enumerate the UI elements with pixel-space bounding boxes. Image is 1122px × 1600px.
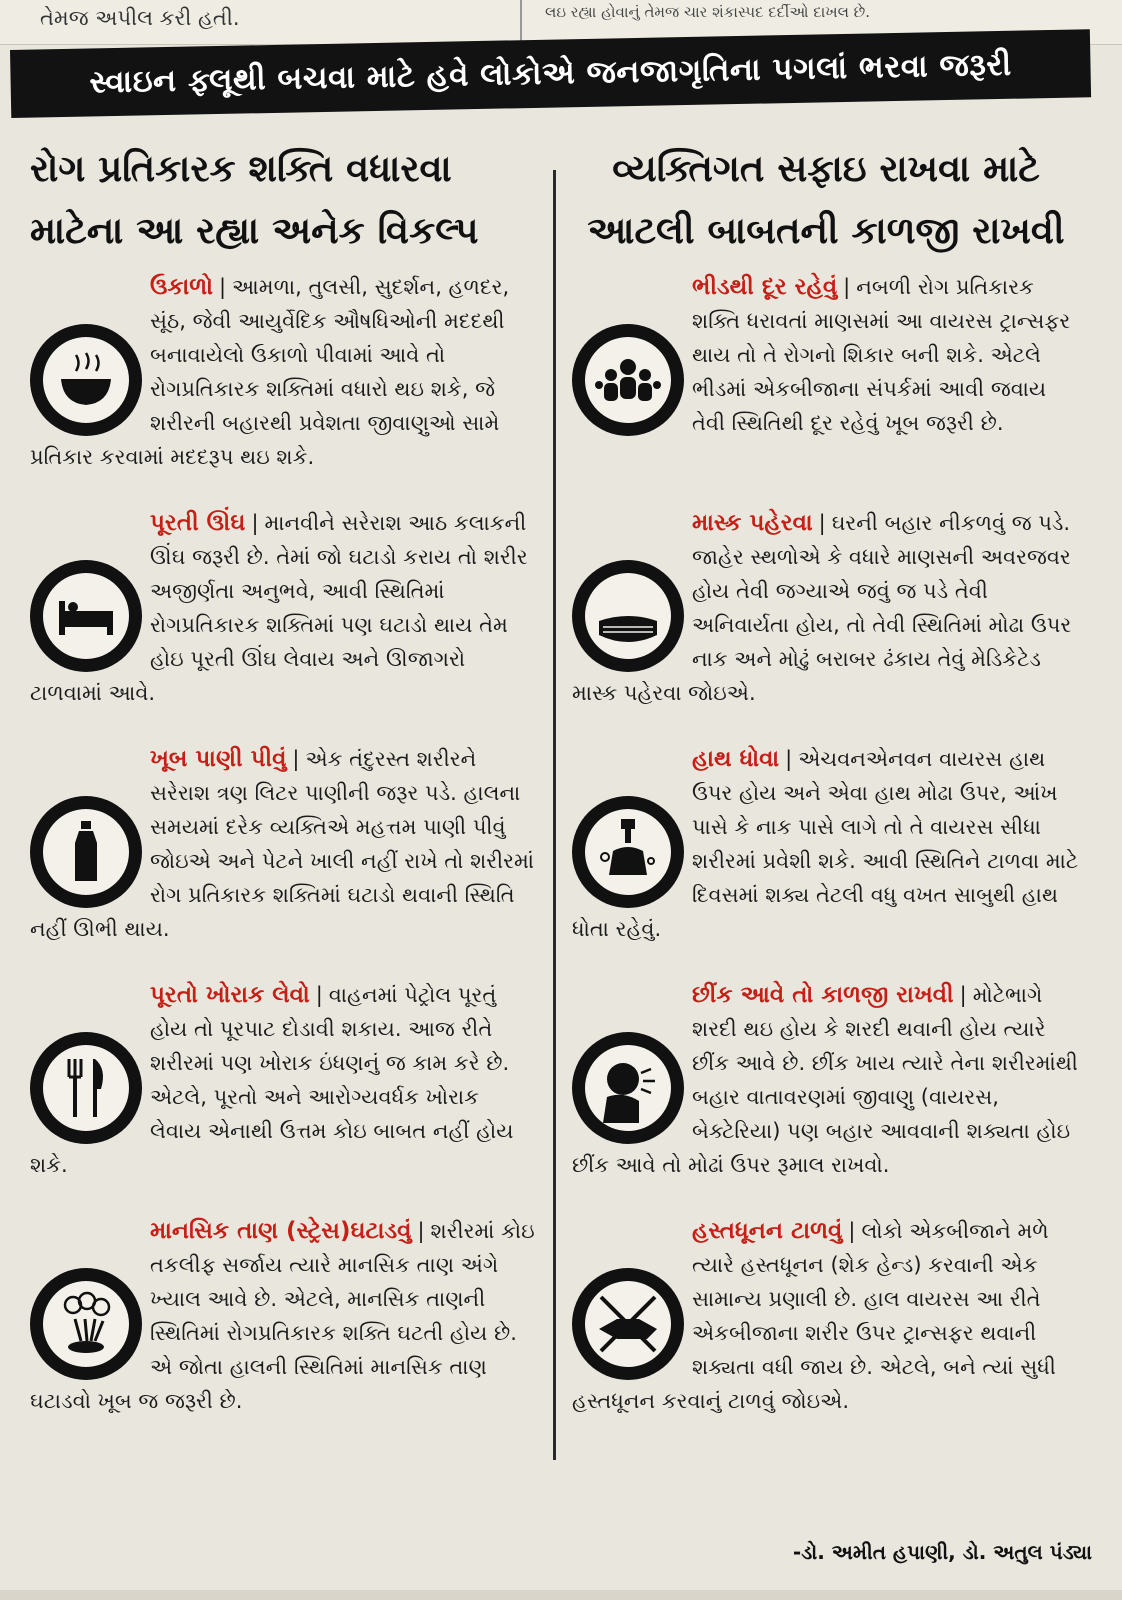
page-bottom-edge xyxy=(0,1590,1122,1600)
section-body: લોકો એકબીજાને મળે ત્યારે હસ્તધૂનન (શેક હેન્ડ) કરવાની એક સામાન્ય પ્રણાલી છે. હાલ વાયરસ આ રીતે એકબીજાના શરીર ઉપર ટ્રાન્સફર થવાની શક્યતા વધી જાય છે. એટલે, બને ત્યાં સુધી હસ્તધૂનન કરવાનું ટાળવું જોઇએ. xyxy=(572,1219,1056,1413)
section-handshake: હસ્તધૂનન ટાળવું | લોકો એકબીજાને મળે ત્યારે હસ્તધૂનન (શેક હેન્ડ) કરવાની એક સામાન્ય પ્રણાલી છે. હાલ વાયરસ આ રીતે એકબીજાના શરીર ઉપર ટ્રાન્સફર થવાની શક્યતા વધી જાય છે. એટલે, બને ત્યાં સુધી હસ્તધૂનન કરવાનું ટાળવું જોઇએ. xyxy=(572,1218,1056,1413)
hygiene-heading-line1: વ્યક્તિગત સફાઇ રાખવા માટે xyxy=(612,147,1040,190)
mask-icon xyxy=(572,560,684,672)
section-crowd: ભીડથી દૂર રહેવું | નબળી રોગ પ્રતિકારક શક્તિ ધરાવતાં માણસમાં આ વાયરસ ટ્રાન્સફર થાય તો તે રોગનો શિકાર બની શકે. એટલે ભીડમાં એકબીજાના સંપર્કમાં આવી જવાય તેવી સ્થિતિથી દૂર રહેવું ખૂબ જરૂરી છે. xyxy=(572,270,1080,496)
section-body: વાહનમાં પેટ્રોલ પૂરતું હોય તો પૂરપાટ દોડાવી શકાય. આજ રીતે શરીરમાં પણ ખોરાક ઇંધણનું જ કામ કરે છે. એટલે, પૂરતો અને આરોગ્યવર્ધક ખોરાક લેવાય એનાથી ઉત્તમ કોઇ બાબત નહીં હોય શકે. xyxy=(30,983,514,1177)
column-divider xyxy=(553,170,556,1460)
immunity-heading-line1: રોગ પ્રતિકારક શક્તિ વધારવા xyxy=(30,147,452,190)
bed-icon xyxy=(30,560,142,672)
hygiene-column xyxy=(572,140,1080,1440)
crowd-icon xyxy=(572,324,684,436)
hygiene-heading-line2: આટલી બાબતની કાળજી રાખવી xyxy=(587,209,1065,252)
section-body: નબળી રોગ પ્રતિકારક શક્તિ ધરાવતાં માણસમાં આ વાયરસ ટ્રાન્સફર થાય તો તે રોગનો શિકાર બની શકે. એટલે ભીડમાં એકબીજાના સંપર્કમાં આવી જવાય તેવી સ્થિતિથી દૂર રહેવું ખૂબ જરૂરી છે. xyxy=(692,275,1071,435)
section-title: ખૂબ પાણી પીવું xyxy=(150,746,287,772)
no-handshake-icon xyxy=(572,1268,684,1380)
tea-cup-icon xyxy=(30,324,142,436)
section-body: એક તંદુરસ્ત શરીરને સરેરાશ ત્રણ લિટર પાણીની જરૂર પડે. હાલના સમયમાં દરેક વ્યક્તિએ મહત્તમ પાણી પીવું જોઇએ અને પેટને ખાલી નહીં રાખે તો શરીરમાં રોગ પ્રતિકારક શક્તિમાં ઘટાડો થવાની સ્થિતિ નહીં ઊભી થાય. xyxy=(30,747,534,941)
column-rule xyxy=(520,0,522,44)
section-body: આમળા, તુલસી, સુદર્શન, હળદર, સૂંઠ, જેવી આયુર્વેદિક ઔષધિઓની મદદથી બનાવાયેલો ઉકાળો પીવામાં આવે તો રોગપ્રતિકારક શક્તિમાં વધારો થઇ શકે, જે શરીરની બહારથી પ્રવેશતા જીવાણુઓ સામે પ્રતિકાર કરવામાં મદદરૂપ થઇ શકે. xyxy=(30,275,510,469)
section-title: હસ્તધૂનન ટાળવું xyxy=(692,1218,843,1244)
hand-wash-icon xyxy=(572,796,684,908)
section-body: મોટેભાગે શરદી થઇ હોય કે શરદી થવાની હોય ત્યારે છીંક આવે છે. છીંક ખાય ત્યારે તેના શરીરમાંથી બહાર વાતાવરણમાં જીવાણુ (વાયરસ, બેક્ટેરિયા) પણ બહાર આવવાની શક્યતા હોઇ છીંક આવે તો મોઢાં ઉપર રૂમાલ રાખવો. xyxy=(572,983,1078,1177)
section-body: માનવીને સરેરાશ આઠ કલાકની ઊંઘ જરૂરી છે. તેમાં જો ઘટાડો કરાય તો શરીર અજીર્ણતા અનુભવે, આવી સ્થિતિમાં રોગપ્રતિકારક શક્તિમાં પણ ઘટાડો થાય તેમ હોઇ પૂરતી ઊંઘ લેવાય અને ઊજાગરો ટાળવામાં આવે. xyxy=(30,511,528,705)
section-stress: માનસિક તાણ (સ્ટ્રેસ)ઘટાડવું | શરીરમાં કોઇ તકલીફ સર્જાય ત્યારે માનસિક તાણ અંગે ખ્યાલ આવે છે. એટલે, માનસિક તાણની સ્થિતિમાં રોગપ્રતિકારક શક્તિ ઘટતી હોય છે. એ જોતા હાલની સ્થિતિમાં માનસિક તાણ ઘટાડવો ખૂબ જ જરૂરી છે. xyxy=(30,1218,535,1413)
sneeze-icon xyxy=(572,1032,684,1144)
headline-text: સ્વાઇન ફ્લૂથી બચવા માટે હવે લોકોએ જનજાગૃતિના પગલાં ભરવા જરૂરી xyxy=(89,46,1013,100)
section-kadha: ઉકાળો | આમળા, તુલસી, સુદર્શન, હળદર, સૂંઠ, જેવી આયુર્વેદિક ઔષધિઓની મદદથી બનાવાયેલો ઉકાળો પીવામાં આવે તો રોગપ્રતિકારક શક્તિમાં વધારો થઇ શકે, જે શરીરની બહારથી પ્રવેશતા જીવાણુઓ સામે પ્રતિકાર કરવામાં મદદરૂપ થઇ શકે. xyxy=(30,274,510,469)
stress-head-icon xyxy=(30,1268,142,1380)
section-body: ઘરની બહાર નીકળવું જ પડે. જાહેર સ્થળોએ કે વધારે માણસની અવરજવર હોય તેવી જગ્યાએ જવું જ પડે તેવી અનિવાર્યતા હોય, તો તેવી સ્થિતિમાં મોઢા ઉપર નાક અને મોઢું બરાબર ઢંકાય તેવું મેડિકેટેડ માસ્ક પહેરવા જોઇએ. xyxy=(572,511,1072,705)
previous-article-right-text: લઇ રહ્યા હોવાનું તેમજ ચાર શંકાસ્પદ દર્દીઓ દાખલ છે. xyxy=(545,3,871,21)
previous-article-left-text: તેમજ અપીલ કરી હતી. xyxy=(40,6,240,30)
fork-knife-icon xyxy=(30,1032,142,1144)
section-title: માસ્ક પહેરવા xyxy=(692,510,813,536)
immunity-column xyxy=(30,140,535,1440)
section-title: હાથ ધોવા xyxy=(692,746,780,772)
section-sleep: પૂરતી ઊંઘ | માનવીને સરેરાશ આઠ કલાકની ઊંઘ જરૂરી છે. તેમાં જો ઘટાડો કરાય તો શરીર અજીર્ણતા અનુભવે, આવી સ્થિતિમાં રોગપ્રતિકારક શક્તિમાં પણ ઘટાડો થાય તેમ હોઇ પૂરતી ઊંઘ લેવાય અને ઊજાગરો ટાળવામાં આવે. xyxy=(30,510,528,705)
section-mask: માસ્ક પહેરવા | ઘરની બહાર નીકળવું જ પડે. જાહેર સ્થળોએ કે વધારે માણસની અવરજવર હોય તેવી જગ્યાએ જવું જ પડે તેવી અનિવાર્યતા હોય, તો તેવી સ્થિતિમાં મોઢા ઉપર નાક અને મોઢું બરાબર ઢંકાય તેવું મેડિકેટેડ માસ્ક પહેરવા જોઇએ. xyxy=(572,510,1072,705)
immunity-heading-line2: માટેના આ રહ્યા અનેક વિકલ્પ xyxy=(30,209,479,252)
section-title: પૂરતી ઊંઘ xyxy=(150,510,246,536)
section-handwash: હાથ ધોવા | એચવનએનવન વાયરસ હાથ ઉપર હોય અને એવા હાથ મોઢા ઉપર, આંખ પાસે કે નાક પાસે લાગે તો તે વાયરસ સીધા શરીરમાં પ્રવેશી શકે. આવી સ્થિતિને ટાળવા માટે દિવસમાં શક્ય તેટલી વધુ વખત સાબુથી હાથ ધોતા રહેવું. xyxy=(572,746,1079,941)
author-signature: -ડો. અમીત હપાણી, ડો. અતુલ પંડ્યા xyxy=(792,1540,1092,1564)
section-body: એચવનએનવન વાયરસ હાથ ઉપર હોય અને એવા હાથ મોઢા ઉપર, આંખ પાસે કે નાક પાસે લાગે તો તે વાયરસ સીધા શરીરમાં પ્રવેશી શકે. આવી સ્થિતિને ટાળવા માટે દિવસમાં શક્ય તેટલી વધુ વખત સાબુથી હાથ ધોતા રહેવું. xyxy=(572,747,1079,941)
section-food: પૂરતો ખોરાક લેવો | વાહનમાં પેટ્રોલ પૂરતું હોય તો પૂરપાટ દોડાવી શકાય. આજ રીતે શરીરમાં પણ ખોરાક ઇંધણનું જ કામ કરે છે. એટલે, પૂરતો અને આરોગ્યવર્ધક ખોરાક લેવાય એનાથી ઉત્તમ કોઇ બાબત નહીં હોય શકે. xyxy=(30,982,514,1177)
section-sneeze: છીંક આવે તો કાળજી રાખવી | મોટેભાગે શરદી થઇ હોય કે શરદી થવાની હોય ત્યારે છીંક આવે છે. છીંક ખાય ત્યારે તેના શરીરમાંથી બહાર વાતાવરણમાં જીવાણુ (વાયરસ, બેક્ટેરિયા) પણ બહાર આવવાની શક્યતા હોઇ છીંક આવે તો મોઢાં ઉપર રૂમાલ રાખવો. xyxy=(572,982,1078,1177)
section-title: માનસિક તાણ (સ્ટ્રેસ)ઘટાડવું xyxy=(150,1218,412,1244)
section-title: પૂરતો ખોરાક લેવો xyxy=(150,982,310,1008)
section-title: છીંક આવે તો કાળજી રાખવી xyxy=(692,982,954,1008)
section-body: શરીરમાં કોઇ તકલીફ સર્જાય ત્યારે માનસિક તાણ અંગે ખ્યાલ આવે છે. એટલે, માનસિક તાણની સ્થિતિમાં રોગપ્રતિકારક શક્તિ ઘટતી હોય છે. એ જોતા હાલની સ્થિતિમાં માનસિક તાણ ઘટાડવો ખૂબ જ જરૂરી છે. xyxy=(30,1219,535,1413)
section-title: ઉકાળો xyxy=(150,274,213,300)
section-title: ભીડથી દૂર રહેવું xyxy=(692,274,838,300)
water-bottle-icon xyxy=(30,796,142,908)
section-water: ખૂબ પાણી પીવું | એક તંદુરસ્ત શરીરને સરેરાશ ત્રણ લિટર પાણીની જરૂર પડે. હાલના સમયમાં દરેક વ્યક્તિએ મહત્તમ પાણી પીવું જોઇએ અને પેટને ખાલી નહીં રાખે તો શરીરમાં રોગ પ્રતિકારક શક્તિમાં ઘટાડો થવાની સ્થિતિ નહીં ઊભી થાય. xyxy=(30,746,534,941)
